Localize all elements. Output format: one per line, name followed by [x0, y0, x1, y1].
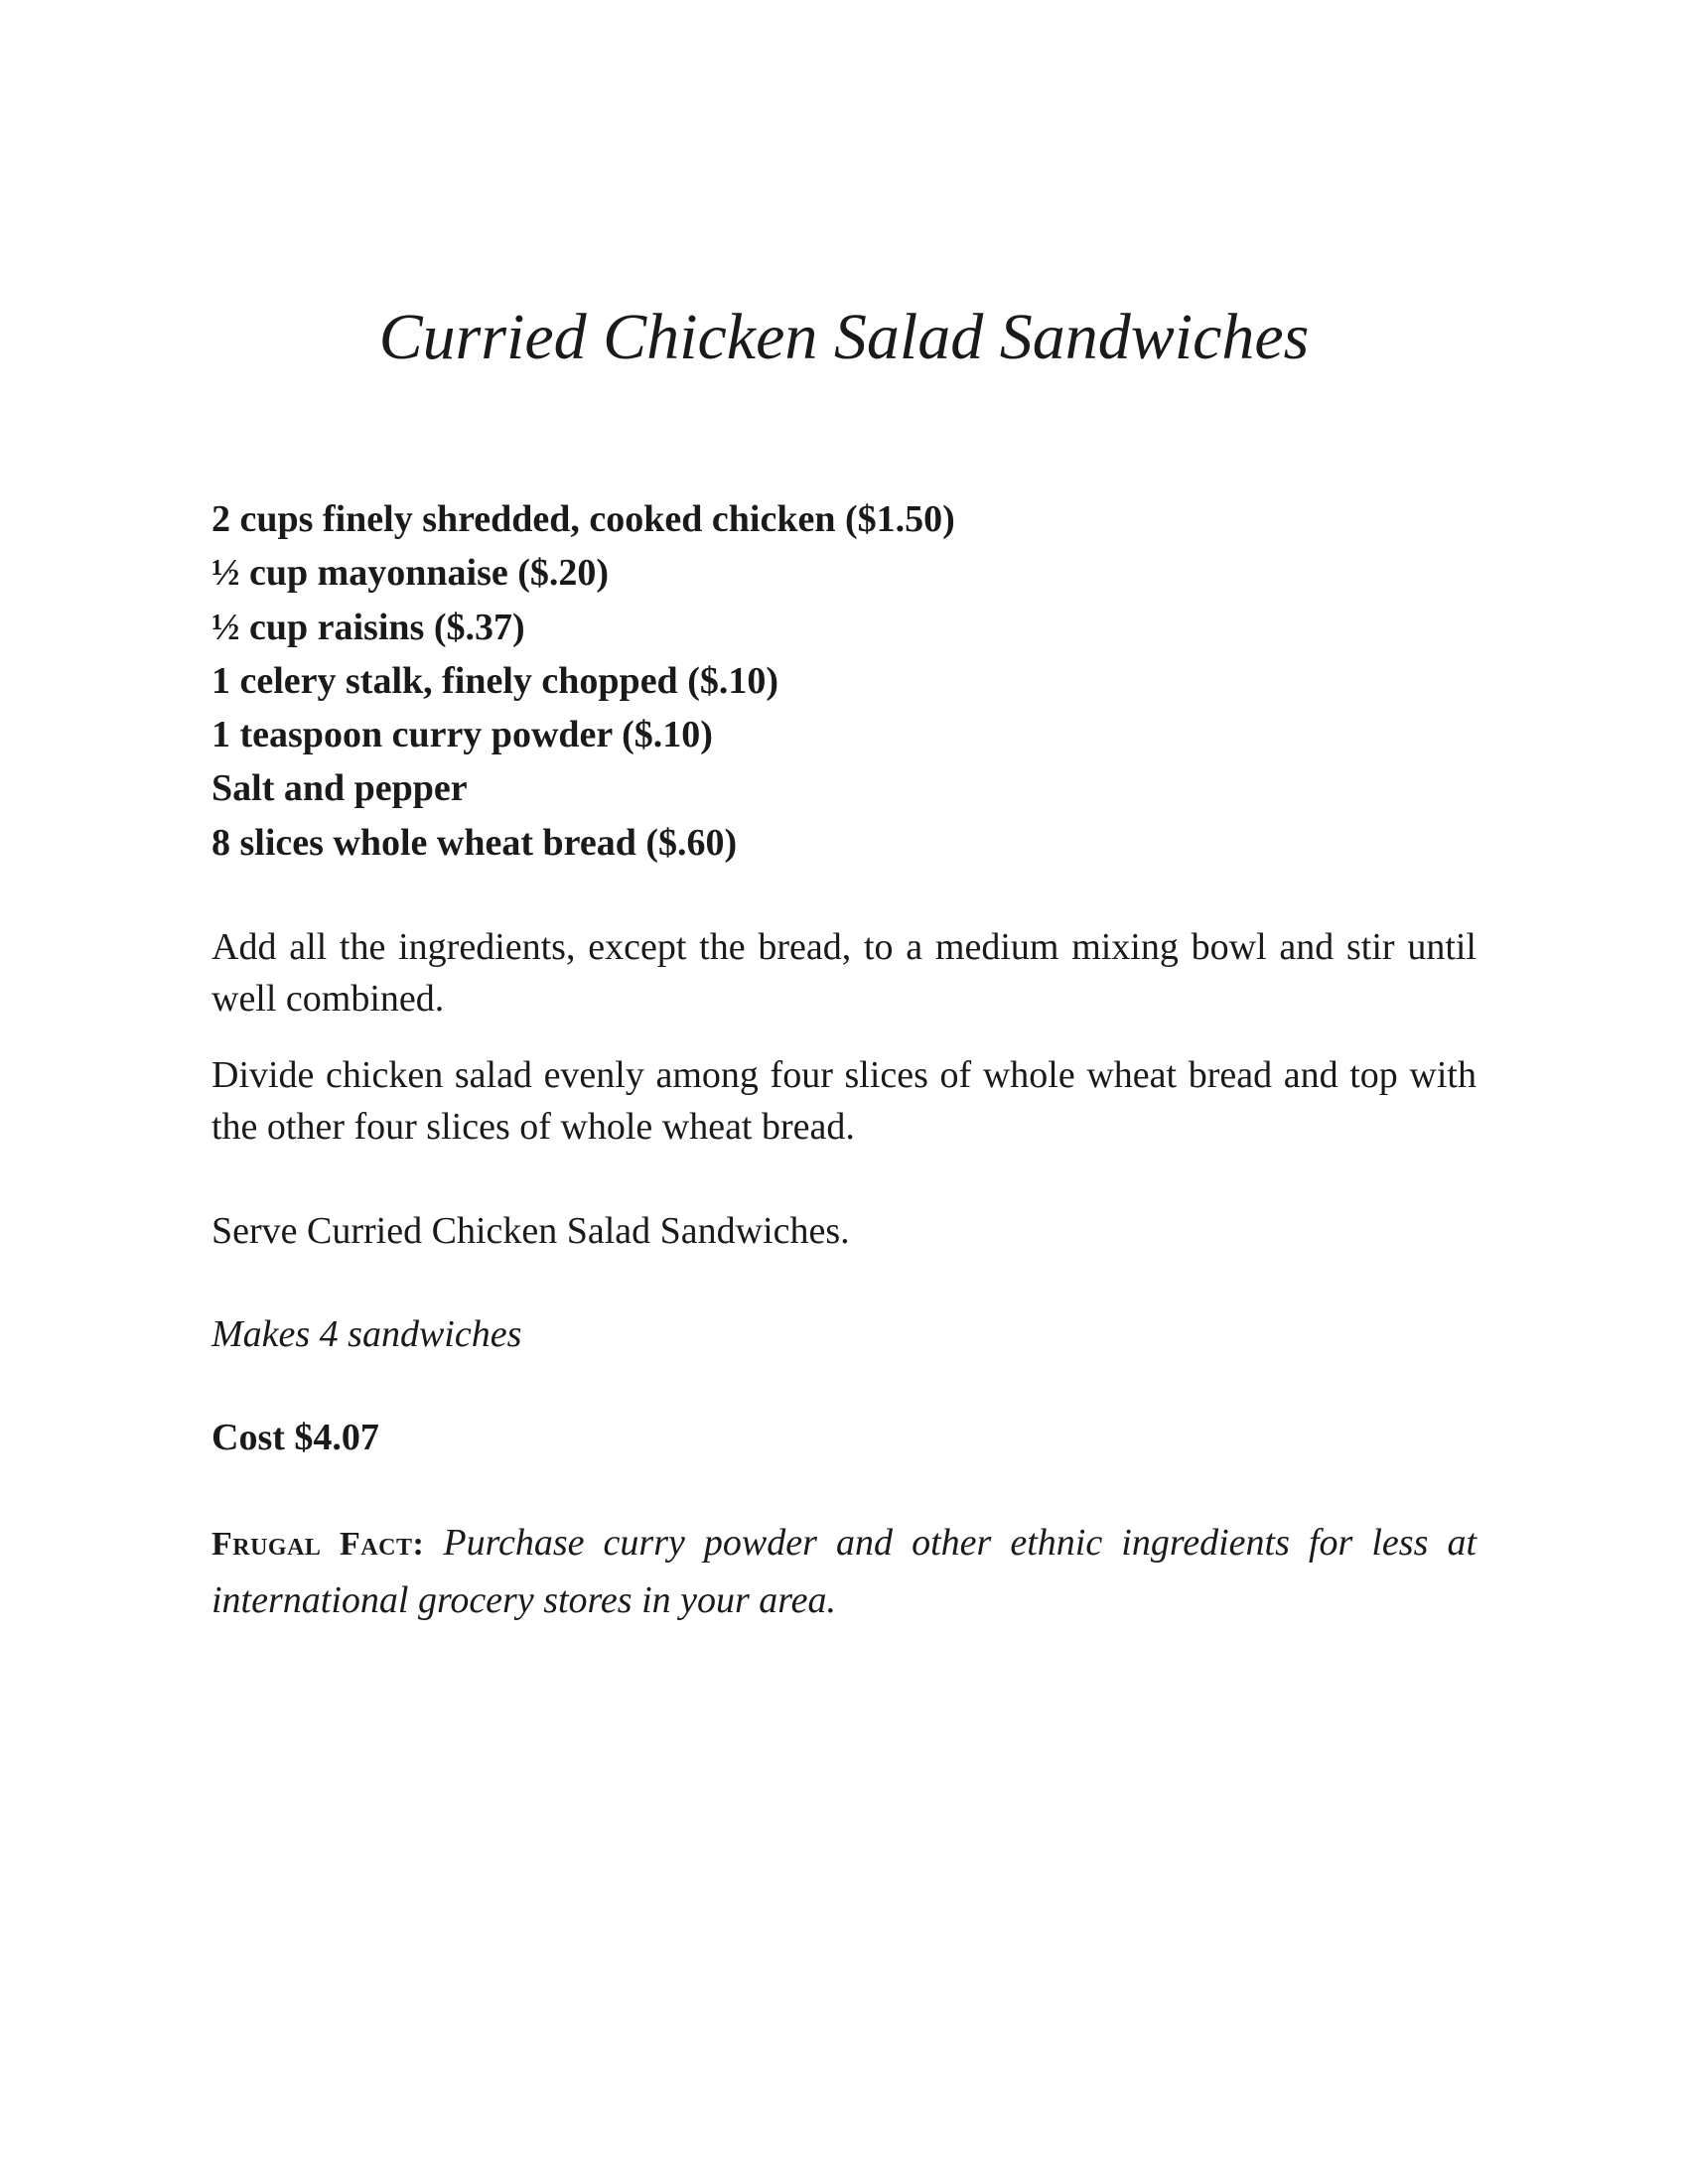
ingredient-item: ½ cup mayonnaise ($.20) [211, 552, 610, 595]
frugal-fact [211, 1515, 1477, 1628]
instruction-step: Add all the ingredients, except the bread, to a medium mixing bowl and stir until well combined. [211, 926, 1477, 1020]
frugal-fact-label: Frugal Fact: [211, 1526, 425, 1563]
recipe-yield: Makes 4 sandwiches [211, 1313, 522, 1355]
recipe-title: Curried Chicken Salad Sandwiches [378, 301, 1310, 373]
ingredient-item: 8 slices whole wheat bread ($.60) [211, 821, 738, 864]
ingredient-item: 1 celery stalk, finely chopped ($.10) [211, 659, 779, 702]
recipe-cost: Cost $4.07 [211, 1417, 379, 1458]
ingredient-item: ½ cup raisins ($.37) [211, 606, 525, 648]
ingredient-item: 2 cups finely shredded, cooked chicken ($1.50) [211, 498, 955, 540]
ingredient-item: 1 teaspoon curry powder ($.10) [211, 714, 713, 756]
instruction-step: Serve Curried Chicken Salad Sandwiches. [211, 1210, 850, 1252]
ingredient-item: Salt and pepper [211, 767, 468, 810]
ingredient-list [211, 492, 1482, 870]
frugal-fact-text: Purchase curry powder and other ethnic ingredients for less at international grocery stores in your area. [211, 1522, 1477, 1621]
instruction-step: Divide chicken salad evenly among four slices of whole wheat bread and top with the other four slices of whole wheat bread. [211, 1054, 1477, 1148]
